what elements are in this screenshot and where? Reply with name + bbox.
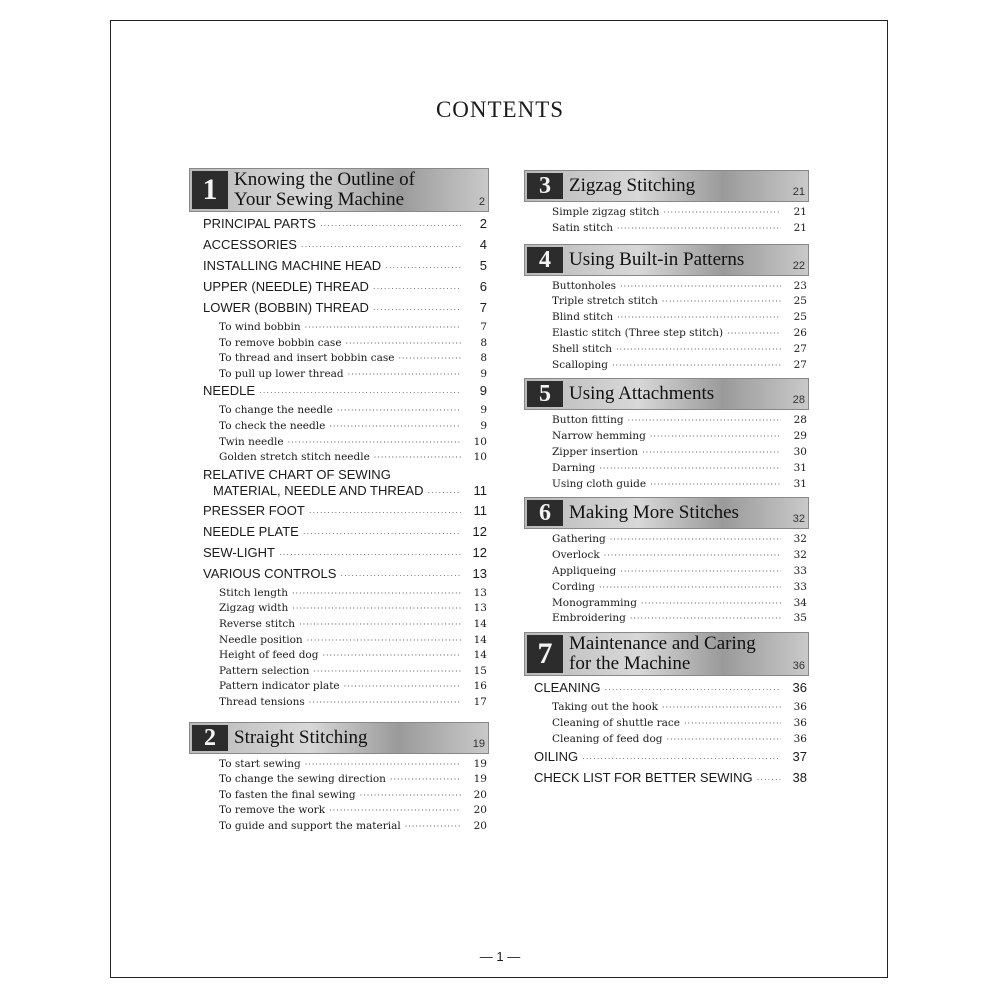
toc-entry — [189, 649, 489, 665]
toc-entry-label: ACCESSORIES — [203, 237, 297, 252]
toc-entry — [189, 383, 489, 404]
leader-dots — [313, 667, 461, 676]
leader-dots — [292, 604, 461, 613]
toc-entry — [189, 279, 489, 300]
section-header — [524, 170, 809, 202]
toc-entry — [524, 280, 809, 296]
toc-entry-label: CHECK LIST FOR BETTER SEWING — [534, 769, 753, 785]
section-header — [189, 168, 489, 212]
section-1 — [189, 168, 489, 712]
toc-entry-page: 25 — [793, 295, 807, 308]
toc-entry-label: To change the sewing direction — [219, 773, 386, 786]
section-number: 4 — [527, 247, 563, 273]
leader-dots — [301, 242, 461, 251]
toc-entry-page: 31 — [793, 477, 807, 490]
toc-entry-label: Simple zigzag stitch — [552, 206, 660, 218]
toc-entry — [524, 359, 809, 375]
toc-entry-label: NEEDLE — [203, 383, 256, 399]
toc-entry-label: To check the needle — [219, 419, 326, 432]
toc-entry-label: VARIOUS CONTROLS — [203, 565, 337, 581]
leader-dots — [427, 488, 461, 497]
toc-entry-page: 36 — [793, 732, 807, 745]
toc-entry-page: 14 — [473, 633, 487, 646]
leader-dots — [650, 480, 781, 489]
toc-entry-row — [203, 483, 487, 503]
leader-dots — [329, 806, 461, 815]
toc-entry-label: MATERIAL, NEEDLE AND THREAD — [213, 482, 424, 498]
toc-entry — [189, 216, 489, 237]
leader-dots — [630, 614, 781, 623]
leader-dots — [727, 329, 781, 338]
section-title-line: Maintenance and Caring — [569, 633, 756, 655]
manual-page — [110, 20, 888, 978]
toc-entry-label: Shell stitch — [552, 342, 613, 355]
toc-entry — [524, 414, 809, 430]
contents-left-column — [189, 168, 489, 835]
leader-dots — [309, 698, 461, 707]
page-number: — 1 — — [479, 949, 521, 964]
leader-dots — [348, 370, 461, 379]
leader-dots — [662, 297, 781, 306]
leader-dots — [320, 221, 461, 230]
toc-entry-label: SEW-LIGHT — [203, 544, 275, 560]
leader-dots — [299, 620, 461, 629]
toc-entry-label: PRINCIPAL PARTS — [203, 216, 316, 231]
toc-entry — [189, 237, 489, 258]
toc-entry-label: To remove the work — [219, 804, 326, 817]
toc-entry-page: 13 — [472, 565, 487, 581]
toc-entry-page: 13 — [473, 586, 487, 599]
leader-dots — [292, 589, 461, 598]
toc-entry-page: 31 — [793, 461, 807, 474]
toc-entry-page: 19 — [473, 773, 487, 786]
leader-dots — [684, 719, 781, 728]
toc-entry-page: 35 — [793, 612, 807, 625]
toc-entry-page: 15 — [473, 664, 487, 677]
leader-dots — [346, 339, 461, 348]
section-title-line: Straight Stitching — [234, 726, 368, 748]
toc-entry-label: CLEANING — [534, 680, 601, 696]
toc-entry — [189, 773, 489, 789]
section-title-line: Zigzag Stitching — [569, 175, 696, 196]
leader-dots — [373, 305, 461, 314]
toc-entry — [524, 770, 809, 791]
leader-dots — [663, 208, 781, 217]
toc-entry-page: 34 — [793, 596, 807, 609]
leader-dots — [599, 464, 781, 473]
toc-entry — [524, 733, 809, 749]
toc-entry-page: 8 — [480, 352, 487, 365]
leader-dots — [604, 551, 781, 560]
toc-entry-label: Pattern selection — [219, 664, 310, 677]
toc-entry-page: 17 — [473, 695, 487, 708]
section-title — [569, 250, 790, 270]
section-title — [569, 634, 790, 674]
leader-dots — [617, 313, 781, 322]
section-number: 5 — [527, 381, 563, 407]
toc-entry-page: 27 — [793, 358, 807, 371]
leader-dots — [662, 703, 781, 712]
section-title — [234, 170, 470, 210]
toc-entry-label: Cording — [552, 580, 595, 593]
toc-entry-label: Blind stitch — [552, 311, 614, 324]
section-2 — [189, 722, 489, 836]
section-title — [569, 384, 790, 404]
toc-entry-page: 13 — [473, 602, 487, 615]
toc-entry — [189, 436, 489, 452]
toc-entry-page: 9 — [480, 404, 487, 417]
toc-entry — [189, 680, 489, 696]
toc-entry-label: Needle position — [219, 633, 303, 646]
leader-dots — [340, 571, 461, 580]
leader-dots — [405, 822, 461, 831]
toc-entry — [189, 820, 489, 836]
toc-entry-page: 14 — [473, 617, 487, 630]
section-4 — [524, 244, 809, 375]
toc-entry-page: 14 — [473, 649, 487, 662]
toc-entry — [189, 337, 489, 353]
toc-entry — [524, 717, 809, 733]
toc-entry-page: 28 — [793, 414, 807, 427]
toc-entry-page: 20 — [473, 804, 487, 817]
section-7 — [524, 632, 809, 790]
toc-entry — [189, 789, 489, 805]
toc-entry-label: Cleaning of shuttle race — [552, 716, 680, 729]
toc-entry-label: Twin needle — [219, 435, 284, 448]
section-page-number: 2 — [478, 196, 485, 208]
toc-entry-page: 32 — [793, 533, 807, 546]
toc-entry-label: To guide and support the material — [219, 819, 401, 832]
toc-entry-label: To thread and insert bobbin case — [219, 352, 395, 365]
leader-dots — [305, 323, 461, 332]
toc-entry — [524, 701, 809, 717]
section-header — [524, 497, 809, 529]
toc-entry — [524, 565, 809, 581]
toc-entry — [189, 503, 489, 524]
leader-dots — [329, 422, 461, 431]
toc-entry — [524, 295, 809, 311]
leader-dots — [582, 754, 781, 763]
section-page-number: 28 — [792, 394, 805, 407]
toc-entry-page: 7 — [480, 321, 487, 333]
leader-dots — [337, 406, 461, 415]
toc-entry-page: 8 — [480, 336, 487, 349]
toc-entry — [189, 696, 489, 712]
toc-entry-label: Triple stretch stitch — [552, 295, 658, 308]
toc-entry-label: To start sewing — [219, 757, 301, 770]
toc-entry-label: INSTALLING MACHINE HEAD — [203, 258, 382, 273]
leader-dots — [309, 508, 461, 517]
toc-entry-label: OILING — [534, 748, 579, 764]
toc-entry-page: 19 — [473, 757, 487, 770]
toc-entry — [524, 597, 809, 613]
toc-entry-label: Elastic stitch (Three step stitch) — [552, 326, 724, 339]
leader-dots — [307, 636, 461, 645]
toc-entry-multiline — [189, 467, 489, 503]
leader-dots — [374, 453, 461, 462]
toc-entry — [189, 665, 489, 681]
toc-entry — [524, 549, 809, 565]
toc-entry — [189, 545, 489, 566]
section-title — [569, 503, 790, 523]
toc-entry-page: 10 — [473, 435, 487, 448]
section-6 — [524, 497, 809, 628]
section-number: 7 — [527, 635, 563, 673]
leader-dots — [390, 775, 461, 784]
section-title — [234, 728, 470, 748]
toc-entry — [189, 618, 489, 634]
leader-dots — [610, 535, 781, 544]
toc-entry-label: Golden stretch stitch needle — [219, 451, 370, 464]
leader-dots — [398, 354, 461, 363]
toc-entry-page: 20 — [473, 788, 487, 801]
toc-entry-label: To wind bobbin — [219, 321, 301, 333]
toc-entry-label: To remove bobbin case — [219, 336, 342, 349]
toc-entry — [189, 321, 489, 337]
section-3 — [524, 170, 809, 238]
toc-entry-page: 33 — [793, 564, 807, 577]
leader-dots — [322, 651, 461, 660]
section-page-number: 32 — [792, 513, 805, 526]
section-page-number: 19 — [472, 737, 485, 750]
toc-entry-page: 21 — [793, 206, 807, 218]
section-number: 1 — [192, 171, 228, 209]
section-page-number: 36 — [792, 660, 805, 673]
leader-dots — [599, 583, 781, 592]
toc-entry-label: Reverse stitch — [219, 617, 296, 630]
section-page-number: 22 — [792, 259, 805, 272]
leader-dots — [628, 416, 781, 425]
toc-entry-page: 6 — [479, 279, 487, 294]
toc-entry-label: Appliqueing — [552, 564, 617, 577]
leader-dots — [259, 388, 461, 397]
toc-entry-page: 38 — [792, 769, 807, 785]
toc-entry-label: Monogramming — [552, 596, 637, 609]
leader-dots — [617, 224, 781, 233]
toc-entry — [189, 352, 489, 368]
toc-entry — [189, 634, 489, 650]
toc-entry-page: 11 — [473, 502, 487, 518]
leader-dots — [385, 263, 461, 272]
toc-entry — [524, 581, 809, 597]
toc-entry-label: To pull up lower thread — [219, 367, 344, 380]
section-title-line: Knowing the Outline of — [234, 169, 416, 190]
leader-dots — [620, 567, 781, 576]
toc-entry-label: Taking out the hook — [552, 701, 658, 714]
toc-entry-page: 16 — [473, 680, 487, 693]
section-title-line: for the Machine — [569, 653, 691, 675]
toc-entry-label: Darning — [552, 461, 596, 474]
toc-entry-label: Narrow hemming — [552, 430, 646, 443]
toc-entry-page: 9 — [480, 419, 487, 432]
toc-entry-page: 20 — [473, 819, 487, 832]
toc-entry — [524, 478, 809, 494]
leader-dots — [757, 775, 781, 784]
section-title-line: Using Built-in Patterns — [569, 248, 745, 270]
toc-entry-label: Using cloth guide — [552, 477, 647, 490]
toc-entry-label: Pattern indicator plate — [219, 680, 340, 693]
leader-dots — [305, 760, 461, 769]
section-header — [524, 378, 809, 410]
toc-entry-label: Stitch length — [219, 586, 289, 599]
toc-entry-page: 33 — [793, 580, 807, 593]
toc-entry-page: 36 — [792, 680, 807, 696]
toc-entry — [189, 451, 489, 467]
toc-entry — [189, 368, 489, 384]
leader-dots — [279, 550, 461, 559]
section-title-line: Making More Stitches — [569, 502, 739, 524]
toc-entry-page: 7 — [479, 300, 487, 315]
toc-entry-label: PRESSER FOOT — [203, 502, 305, 518]
toc-entry-page: 36 — [793, 716, 807, 729]
toc-entry — [524, 462, 809, 478]
toc-entry-label: Embroidering — [552, 612, 626, 625]
toc-entry-page: 23 — [793, 279, 807, 292]
toc-entry-label: Button fitting — [552, 414, 624, 427]
toc-entry — [189, 587, 489, 603]
toc-entry-page: 27 — [793, 342, 807, 355]
section-title-line: Your Sewing Machine — [234, 189, 405, 210]
toc-entry — [189, 420, 489, 436]
toc-entry-page: 12 — [472, 544, 487, 560]
toc-entry-label: Satin stitch — [552, 221, 613, 234]
leader-dots — [641, 599, 781, 608]
toc-entry — [524, 222, 809, 238]
leader-dots — [620, 282, 781, 291]
toc-entry — [189, 300, 489, 321]
toc-entry-label: Gathering — [552, 533, 606, 546]
toc-entry-label: Buttonholes — [552, 279, 617, 292]
toc-entry — [524, 533, 809, 549]
toc-entry-label: To fasten the final sewing — [219, 788, 356, 801]
section-page-number: 21 — [792, 186, 805, 198]
toc-entry-page: 9 — [480, 367, 487, 380]
toc-entry-label: RELATIVE CHART OF SEWING — [203, 466, 391, 482]
toc-entry-page: 25 — [793, 311, 807, 324]
toc-entry — [189, 404, 489, 420]
toc-entry-label: LOWER (BOBBIN) THREAD — [203, 300, 369, 315]
toc-entry-page: 11 — [473, 482, 487, 498]
toc-entry-label: Overlock — [552, 549, 600, 562]
leader-dots — [344, 682, 461, 691]
toc-entry-page: 4 — [479, 237, 487, 252]
toc-entry — [524, 343, 809, 359]
toc-entry — [524, 680, 809, 701]
toc-entry-label: Zigzag width — [219, 602, 289, 615]
contents-right-column — [524, 170, 809, 791]
toc-entry-page: 37 — [792, 748, 807, 764]
toc-entry-page: 26 — [793, 326, 807, 339]
toc-entry — [524, 206, 809, 222]
toc-entry-page: 2 — [479, 216, 487, 231]
toc-entry — [524, 311, 809, 327]
section-header — [524, 244, 809, 276]
toc-entry — [524, 446, 809, 462]
toc-entry — [524, 430, 809, 446]
toc-entry — [189, 804, 489, 820]
toc-entry — [189, 524, 489, 545]
section-header — [524, 632, 809, 676]
toc-entry-label: NEEDLE PLATE — [203, 523, 299, 539]
leader-dots — [303, 529, 461, 538]
leader-dots — [604, 685, 781, 694]
toc-entry — [189, 602, 489, 618]
toc-entry — [524, 327, 809, 343]
toc-entry-label: UPPER (NEEDLE) THREAD — [203, 279, 369, 294]
leader-dots — [667, 735, 782, 744]
toc-entry-page: 29 — [793, 430, 807, 443]
leader-dots — [360, 791, 461, 800]
toc-entry-label: Scalloping — [552, 358, 608, 371]
section-number: 6 — [527, 500, 563, 526]
toc-entry-page: 36 — [793, 701, 807, 714]
section-header — [189, 722, 489, 754]
section-5 — [524, 378, 809, 493]
toc-entry — [189, 758, 489, 774]
leader-dots — [288, 438, 461, 447]
toc-entry-page: 10 — [473, 451, 487, 464]
toc-entry-label: Height of feed dog — [219, 649, 319, 662]
toc-entry-label: To change the needle — [219, 404, 333, 417]
toc-entry — [189, 258, 489, 279]
section-number: 2 — [192, 725, 228, 751]
leader-dots — [373, 284, 461, 293]
toc-entry — [189, 566, 489, 587]
toc-entry-page: 12 — [472, 523, 487, 539]
toc-entry-label: Zipper insertion — [552, 445, 639, 458]
toc-entry-label: Cleaning of feed dog — [552, 732, 663, 745]
toc-entry-page: 9 — [479, 383, 487, 399]
toc-entry-label: Thread tensions — [219, 695, 305, 708]
toc-entry — [524, 612, 809, 628]
section-title-line: Using Attachments — [569, 383, 715, 405]
leader-dots — [650, 432, 781, 441]
toc-entry-page: 30 — [793, 445, 807, 458]
toc-entry — [524, 749, 809, 770]
toc-entry-page: 32 — [793, 549, 807, 562]
leader-dots — [612, 361, 781, 370]
section-number: 3 — [527, 173, 563, 199]
leader-dots — [642, 448, 781, 457]
page-title: CONTENTS — [435, 97, 565, 122]
section-title — [569, 176, 790, 196]
toc-entry-page: 5 — [479, 258, 487, 273]
toc-entry-page: 21 — [793, 221, 807, 234]
leader-dots — [616, 345, 781, 354]
